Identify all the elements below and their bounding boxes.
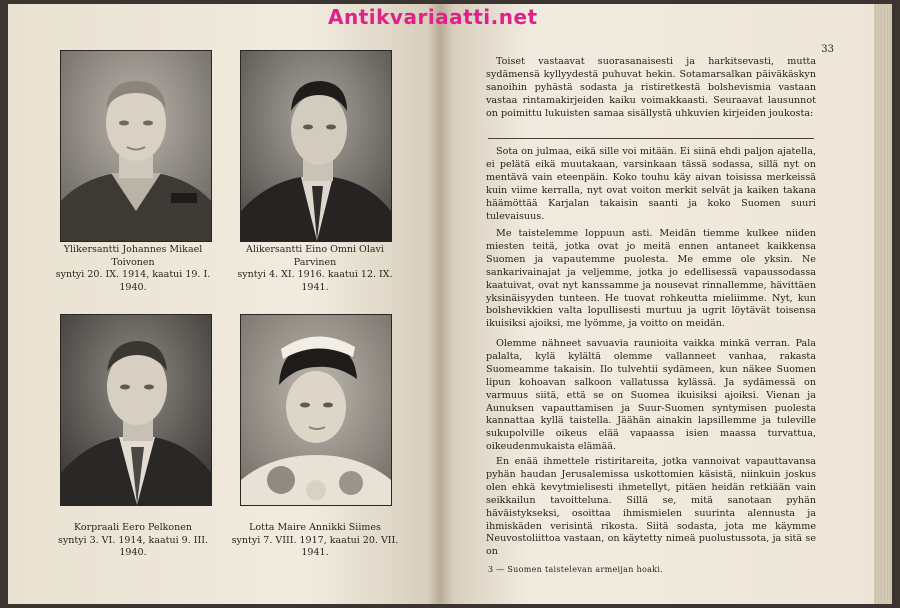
portrait-photo-1 xyxy=(60,50,212,242)
caption-3: Korpraali Eero Pelkonen syntyi 3. VI. 1914, kaatui 9. III. 1940. xyxy=(58,522,208,558)
portrait-photo-3 xyxy=(60,314,212,506)
letter-excerpt-1: Sota on julmaa, eikä sille voi mitään. Ei siinä ehdi paljon ajatella, ei pelätä eikä muutakaan, varsinkaan tässä sodassa, sillä nyt on mentävä vain eteenpäin. Koko touhu käy aivan toisissa merkeissä kuin viime kerralla, nyt ovat voiton merkit selvät ja kaiken takana häämöttää Karjalan takaisin saanti ja koko Suomen suuri tulevaisuus. xyxy=(486,146,816,222)
footnote: 3 — Suomen taistelevan armeijan hoaki. xyxy=(488,565,664,574)
left-page xyxy=(8,4,440,604)
caption-2: Alikersantti Eino Omni Olavi Parvinen syntyi 4. XI. 1916. kaatui 12. IX. 1941. xyxy=(237,244,393,293)
portrait-photo-4 xyxy=(240,314,392,506)
right-page xyxy=(440,4,892,604)
paragraph-intro: Toiset vastaavat suorasanaisesti ja harkitsevasti, mutta sydämensä kyllyydestä puhuvat hekin. Sotamarsalkan päiväkäskyn sanoihin pyhästä sodasta ja ristiretkestä bolshevismia vastaan vastaa rintamakirjeiden kaiku voimakkaasti. Seuraavat lausunnot on poimittu lukuisten samaa sisällystä uhkuvien kirjeiden joukosta: xyxy=(486,56,816,119)
page-number: 33 xyxy=(821,44,834,55)
letter-excerpt-2: Me taistelemme loppuun asti. Meidän tiemme kulkee niiden miesten teitä, jotka ovat jo meitä ennen antaneet kaikkensa Suomen ja vapautemme puolesta. Me emme ole yksin. Ne sankarivainajat ja veljemme, jotka jo edellisessä vapaussodassa kaatuivat, ovat nyt kanssamme ja nousevat rinnallemme, hävittäen yksinäisyyden tunteen. He tuovat rohkeutta mieliimme. Nyt, kun bolshevikkien valta lopullisesti murtuu ja ugrit löytävät toisensa ikuisiksi ajoiksi, me lyömme, ja voitto on meidän. xyxy=(486,228,816,330)
divider-top xyxy=(488,138,814,139)
book-spread xyxy=(8,4,892,604)
watermark-text: Antikvariaatti.net xyxy=(328,5,538,29)
letter-excerpt-3: Olemme nähneet savuavia raunioita vaikka minkä verran. Pala palalta, kylä kylältä olemme vallanneet vanhaa, rakasta Suomeamme takaisin. Ilo tulvehtii sydämeen, kun näkee Suomen lipun kohoavan salkoon vallatussa kylässä. Ja sydämessä on varmuus siitä, että se on Suomea ikuisiksi ajoiksi. Vienan ja Aunuksen vapauttamisen ja Suur-Suomen syntymisen puolesta kannattaa kyllä taistella. Jäähän ainakin lapsillemme ja tuleville sukupolville oikeus elää vapaassa isien maassa turvattua, oikeudenmukaista elämää. xyxy=(486,338,816,453)
page-edges xyxy=(874,4,892,604)
caption-1: Ylikersantti Johannes Mikael Toivonen syntyi 20. IX. 1914, kaatui 19. I. 1940. xyxy=(55,244,211,293)
portrait-photo-2 xyxy=(240,50,392,242)
letter-excerpt-4: En enää ihmettele ristiritareita, jotka vannoivat vapauttavansa pyhän haudan Jerusalemissa uskottomien käsistä, niinkuin joskus olen ehkä kevytmielisesti ihmetellyt, pitäen heidän retkiään vain seikkailun tavoitteluna. Sillä se, mitä sanotaan pyhän häväistykseksi, osoittaa ihmismielen suurinta alennusta ja ihmiskäden verisintä rikosta. Siitä sodasta, jota me käymme Neuvostoliittoa vastaan, on käytetty nimeä puolustussota, ja sitä se on xyxy=(486,456,816,558)
caption-4: Lotta Maire Annikki Siimes syntyi 7. VIII. 1917, kaatui 20. VII. 1941. xyxy=(231,522,399,558)
